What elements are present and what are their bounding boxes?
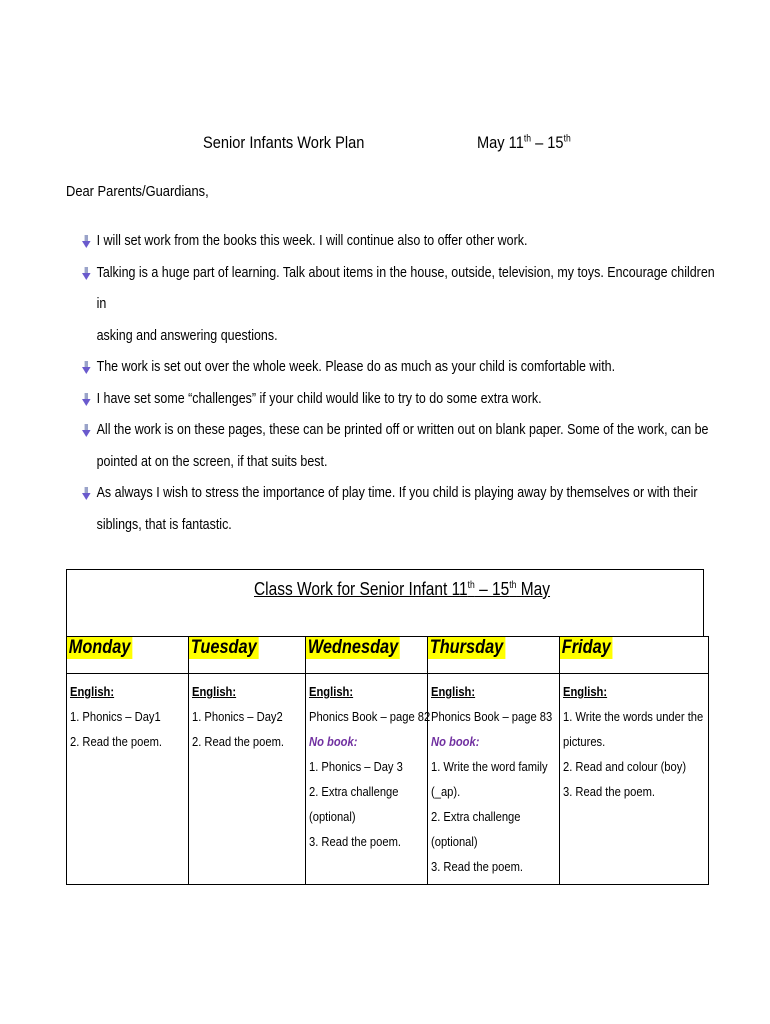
day-label: Friday xyxy=(561,637,611,658)
date-start: May 11 xyxy=(477,133,524,152)
task-line: 1. Phonics – Day 3 xyxy=(309,759,403,774)
down-arrow-bullet-icon xyxy=(82,487,91,501)
tuesday-tasks xyxy=(189,674,306,885)
class-work-title xyxy=(254,579,550,600)
day-label: Wednesday xyxy=(307,637,399,658)
day-tuesday xyxy=(189,637,306,674)
class-work-title-suffix: th xyxy=(509,580,517,591)
bullet-text: As always I wish to stress the importance of play time. If you child is playing away by themselves or with their xyxy=(96,485,698,501)
task-line: Phonics Book – page 82 xyxy=(309,709,431,724)
bullet-text: pointed at on the screen, if that suits best. xyxy=(96,453,328,470)
day-thursday xyxy=(428,637,560,674)
bullet-text: I will set work from the books this week. I will continue also to offer other work. xyxy=(96,233,528,249)
bullet-item xyxy=(82,478,716,510)
down-arrow-bullet-icon xyxy=(82,393,91,407)
bullet-continuation xyxy=(82,321,716,353)
bullet-item xyxy=(82,415,716,447)
task-line: (optional) xyxy=(309,809,356,824)
task-line: 3. Read the poem. xyxy=(309,834,401,849)
bullet-list xyxy=(82,226,722,541)
task-line: 2. Read and colour (boy) xyxy=(563,759,687,774)
subject-label: English: xyxy=(192,684,237,699)
date-end: – 15 xyxy=(531,133,564,152)
bullet-text: asking and answering questions. xyxy=(96,327,278,344)
bullet-continuation xyxy=(82,510,716,542)
down-arrow-bullet-icon xyxy=(82,235,91,249)
task-line: (_ap). xyxy=(431,784,461,799)
day-monday xyxy=(67,637,189,674)
no-book-label: No book: xyxy=(309,734,358,749)
class-work-title-suffix: th xyxy=(467,580,475,591)
subject-label: English: xyxy=(563,684,608,699)
class-work-title-part: May xyxy=(516,579,551,599)
task-row xyxy=(67,674,709,885)
bullet-text: The work is set out over the whole week. Please do as much as your child is comfortable with. xyxy=(96,359,616,375)
wednesday-tasks xyxy=(306,674,431,885)
task-line: 1. Write the words under the xyxy=(563,709,704,724)
task-line: 3. Read the poem. xyxy=(563,784,655,799)
day-label: Thursday xyxy=(429,637,504,658)
bullet-item xyxy=(82,226,716,258)
task-line: 2. Extra challenge xyxy=(309,784,399,799)
task-line: 2. Extra challenge xyxy=(431,809,521,824)
bullet-text: I have set some “challenges” if your child would like to try to do some extra work. xyxy=(96,390,542,407)
task-line: (optional) xyxy=(431,834,478,849)
day-wednesday xyxy=(306,637,428,674)
day-friday xyxy=(560,637,709,674)
subject-label: English: xyxy=(70,684,115,699)
date-start-suffix: th xyxy=(523,133,532,145)
bullet-continuation xyxy=(82,447,716,479)
down-arrow-bullet-icon xyxy=(82,424,91,438)
class-work-header xyxy=(66,569,704,637)
weekly-plan-table xyxy=(66,636,709,885)
down-arrow-bullet-icon xyxy=(82,361,91,375)
thursday-tasks xyxy=(428,674,560,885)
bullet-item xyxy=(82,258,716,321)
class-work-title-part: Class Work for Senior Infant 11 xyxy=(254,579,468,599)
bullet-item xyxy=(82,384,716,416)
greeting: Dear Parents/Guardians, xyxy=(66,183,209,200)
page-title: Senior Infants Work Plan xyxy=(203,133,365,152)
day-label: Tuesday xyxy=(190,637,257,658)
date-range xyxy=(477,133,571,153)
task-line: 3. Read the poem. xyxy=(431,859,523,874)
task-line: 2. Read the poem. xyxy=(192,734,284,749)
bullet-item xyxy=(82,352,716,384)
task-line: Phonics Book – page 83 xyxy=(431,709,553,724)
task-line: 1. Phonics – Day2 xyxy=(192,709,283,724)
down-arrow-bullet-icon xyxy=(82,267,91,281)
subject-label: English: xyxy=(309,684,354,699)
subject-label: English: xyxy=(431,684,476,699)
task-line: 2. Read the poem. xyxy=(70,734,162,749)
date-end-suffix: th xyxy=(563,133,571,145)
bullet-text: Talking is a huge part of learning. Talk about items in the house, outside, television, my toys. Encourage children in xyxy=(96,264,715,312)
class-work-title-part: – 15 xyxy=(474,579,510,599)
day-header-row xyxy=(67,637,709,674)
bullet-text: All the work is on these pages, these can be printed off or written out on blank paper. Some of the work, can be xyxy=(96,422,709,438)
task-line: pictures. xyxy=(563,734,606,749)
task-line: 1. Write the word family xyxy=(431,759,548,774)
friday-tasks xyxy=(560,674,709,885)
monday-tasks xyxy=(67,674,189,885)
no-book-label: No book: xyxy=(431,734,480,749)
task-line: 1. Phonics – Day1 xyxy=(70,709,161,724)
day-label: Monday xyxy=(68,637,131,658)
bullet-text: siblings, that is fantastic. xyxy=(96,516,232,533)
